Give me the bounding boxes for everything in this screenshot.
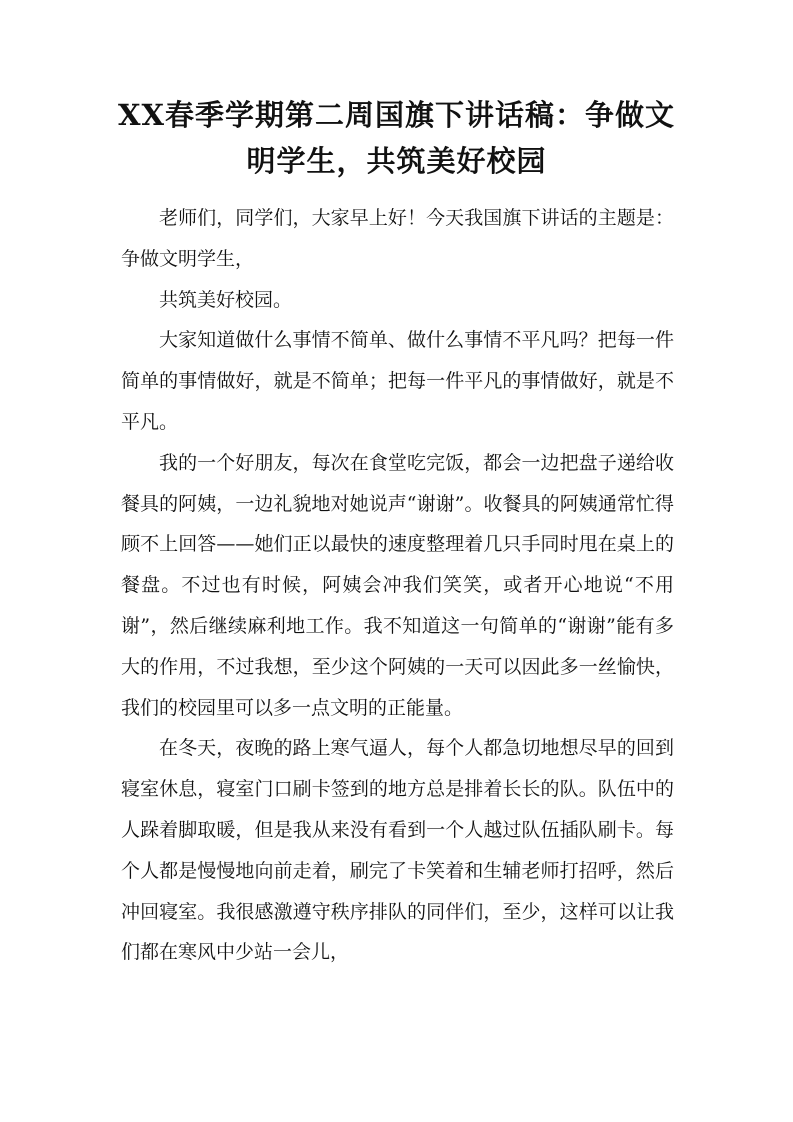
document-body [121,198,674,973]
paragraph-simple-things: 大家知道做什么事情不简单、做什么事情不平凡吗？把每一件简单的事情做好，就是不简单；把每一件平凡的事情做好，就是不平凡。 [121,329,674,433]
paragraph-theme: 共筑美好校园。 [159,288,293,311]
paragraph-winter-queue: 在冬天，夜晚的路上寒气逼人，每个人都急切地想尽早的回到寝室休息，寝室门口刷卡签到的地方总是排着长长的队。队伍中的人跺着脚取暖，但是我从来没有看到一个人越过队伍插队刷卡。每个人都是慢慢地向前走着，刷完了卡笑着和生辅老师打招呼，然后冲回寝室。我很感激遵守秩序排队的同伴们，至少，这样可以让我们都在寒风中少站一会儿， [121,737,674,964]
paragraph-greeting: 老师们，同学们，大家早上好！今天我国旗下讲话的主题是：争做文明学生， [121,207,674,270]
paragraph-canteen-thanks: 我的一个好朋友，每次在食堂吃完饭，都会一边把盘子递给收餐具的阿姨，一边礼貌地对她说声“谢谢”。收餐具的阿姨通常忙得顾不上回答——她们正以最快的速度整理着几只手同时甩在桌上的餐盘。不过也有时候，阿姨会冲我们笑笑，或者开心地说“不用谢”，然后继续麻利地工作。我不知道这一句简单的“谢谢”能有多大的作用，不过我想，至少这个阿姨的一天可以因此多一丝愉快，我们的校园里可以多一点文明的正能量。 [121,451,674,719]
document-title: XX春季学期第二周国旗下讲话稿：争做文明学生，共筑美好校园 [117,98,675,178]
